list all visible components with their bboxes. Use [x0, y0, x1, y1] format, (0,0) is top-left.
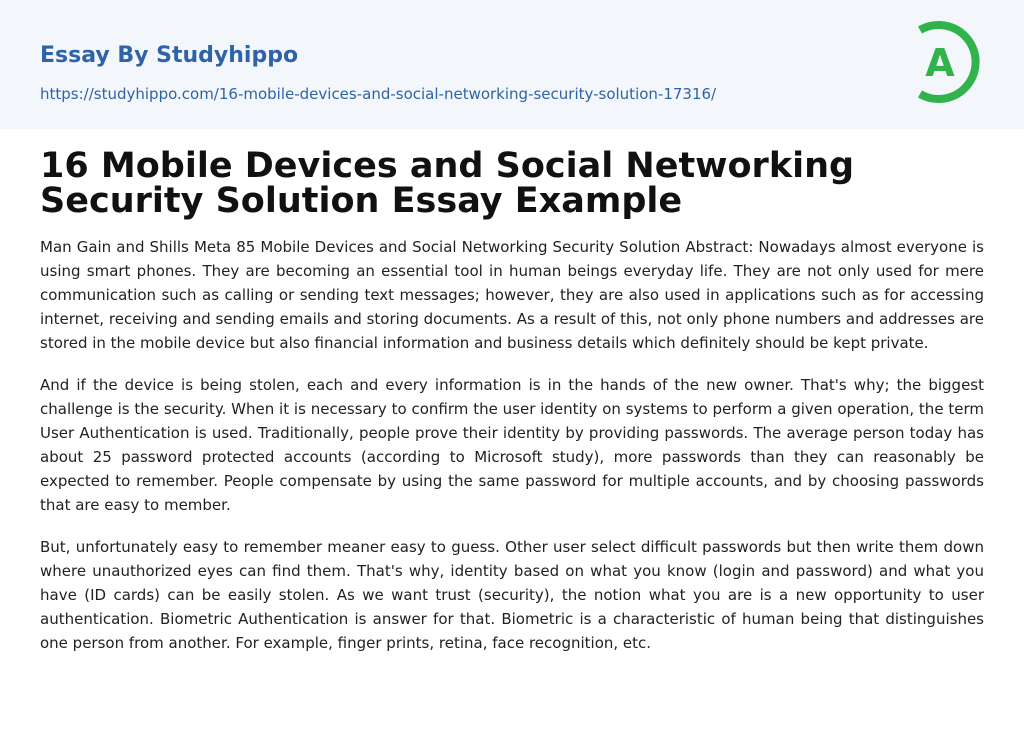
- article-paragraph-3: But, unfortunately easy to remember meaner easy to guess. Other user select difficult passwords but then write them down where unauthorized eyes can find them. That's why, identity based on what you know (login and password) and what you have (ID cards) can be easily stolen. As we want trust (security), the notion what you are is a new opportunity to user authentication. Biometric Authentication is answer for that. Biometric is a characteristic of human being that distinguishes one person from another. For example, finger prints, retina, face recognition, etc.: [40, 538, 984, 652]
- article-paragraph-2: And if the device is being stolen, each and every information is in the hands of the new owner. That's why; the biggest challenge is the security. When it is necessary to confirm the user identity on systems to perform a given operation, the term User Authentication is used. Traditionally, people prove their identity by providing passwords. The average person today has about 25 password protected accounts (according to Microsoft study), more passwords than they can reasonably be expected to remember. People compensate by using the same password for multiple accounts, and by choosing passwords that are easy to member.: [40, 376, 984, 514]
- site-header: [0, 0, 1024, 129]
- article-title: 16 Mobile Devices and Social Networking Security Solution Essay Example: [40, 146, 855, 221]
- logo-letter: A: [925, 41, 955, 85]
- studyhippo-logo-icon[interactable]: [912, 18, 986, 106]
- site-name[interactable]: Essay By Studyhippo: [40, 43, 299, 68]
- article-url-link[interactable]: https://studyhippo.com/16-mobile-devices-and-social-networking-security-solution-17316/: [40, 85, 717, 103]
- article: [0, 146, 1024, 655]
- article-paragraph-1: Man Gain and Shills Meta 85 Mobile Devices and Social Networking Security Solution Abstract: Nowadays almost everyone is using smart phones. They are becoming an essential tool in human beings everyday life. They are not only used for mere communication such as calling or sending text messages; however, they are also used in applications such as for accessing internet, receiving and sending emails and storing documents. As a result of this, not only phone numbers and addresses are stored in the mobile device but also financial information and business details which definitely should be kept private.: [40, 238, 984, 352]
